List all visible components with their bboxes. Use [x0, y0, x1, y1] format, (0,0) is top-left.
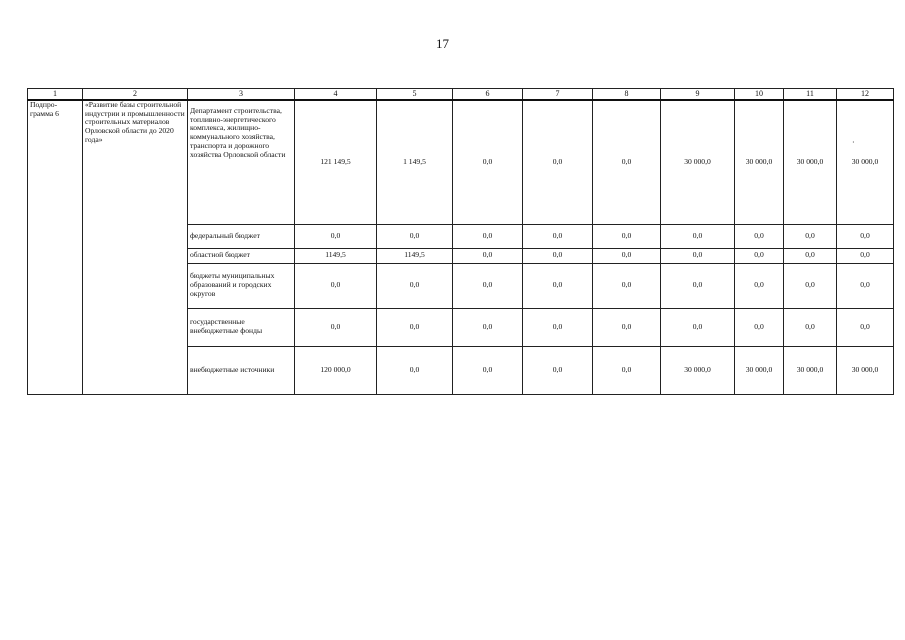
- header-row: [28, 89, 894, 101]
- amount-cell: 0,0: [735, 263, 784, 308]
- column-number-9: 9: [661, 89, 735, 101]
- amount-cell: 0,0: [784, 248, 837, 263]
- amount-cell: 0,0: [593, 308, 661, 346]
- column-number-12: 12: [837, 89, 894, 101]
- amount-cell: 0,0: [784, 263, 837, 308]
- amount-cell: 0,0: [453, 308, 523, 346]
- amount-cell: 0,0: [453, 346, 523, 394]
- amount-cell: 0,0: [453, 263, 523, 308]
- amount-cell: 0,0: [735, 224, 784, 248]
- amount-cell: 0,0: [453, 100, 523, 224]
- amount-cell: 0,0: [784, 224, 837, 248]
- amount-cell: 0,0: [837, 224, 894, 248]
- stray-mark: ·: [852, 138, 855, 147]
- amount-cell: 0,0: [523, 308, 593, 346]
- amount-cell: 1 149,5: [377, 100, 453, 224]
- amount-cell: 0,0: [453, 224, 523, 248]
- amount-cell: 1149,5: [377, 248, 453, 263]
- amount-cell: 30 000,0: [735, 100, 784, 224]
- amount-cell: 30 000,0: [661, 346, 735, 394]
- amount-cell: 30 000,0: [661, 100, 735, 224]
- column-number-3: 3: [188, 89, 295, 101]
- funding-source-label: Департамент строительства, топливно-энергетического комплекса, жилищно-коммунального хозяйства, транспорта и дорожного хозяйства Орловской области: [188, 100, 295, 224]
- funding-source-label: областной бюджет: [188, 248, 295, 263]
- amount-cell: 0,0: [295, 263, 377, 308]
- amount-cell: 0,0: [661, 263, 735, 308]
- amount-cell: 0,0: [295, 308, 377, 346]
- column-number-10: 10: [735, 89, 784, 101]
- column-number-4: 4: [295, 89, 377, 101]
- amount-cell: 30 000,0: [784, 100, 837, 224]
- amount-cell: 0,0: [377, 263, 453, 308]
- table-row: [28, 100, 894, 224]
- amount-cell: 0,0: [593, 248, 661, 263]
- amount-cell: 0,0: [661, 308, 735, 346]
- amount-cell: 0,0: [837, 248, 894, 263]
- amount-cell: 0,0: [735, 308, 784, 346]
- amount-cell: 0,0: [784, 308, 837, 346]
- amount-cell: 0,0: [377, 308, 453, 346]
- subprogram-title: «Развитие базы строительной индустрии и промышленности строительных материалов Орловской области до 2020 года»: [83, 100, 188, 394]
- amount-cell: 0,0: [661, 248, 735, 263]
- amount-cell: 0,0: [377, 346, 453, 394]
- amount-cell: 0,0: [523, 248, 593, 263]
- amount-cell: 1149,5: [295, 248, 377, 263]
- amount-cell: 0,0: [593, 263, 661, 308]
- budget-table: [27, 88, 894, 395]
- column-number-2: 2: [83, 89, 188, 101]
- column-number-8: 8: [593, 89, 661, 101]
- amount-cell: 0,0: [453, 248, 523, 263]
- amount-cell: 0,0: [295, 224, 377, 248]
- funding-source-label: федеральный бюджет: [188, 224, 295, 248]
- amount-cell: 0,0: [523, 224, 593, 248]
- amount-cell: 30 000,0: [784, 346, 837, 394]
- funding-source-label: государственные внебюджетные фонды: [188, 308, 295, 346]
- amount-cell: 0,0: [593, 100, 661, 224]
- amount-cell: 0,0: [593, 346, 661, 394]
- amount-cell: 30 000,0: [735, 346, 784, 394]
- amount-cell: 120 000,0: [295, 346, 377, 394]
- amount-cell: 0,0: [593, 224, 661, 248]
- amount-cell: 0,0: [661, 224, 735, 248]
- column-number-5: 5: [377, 89, 453, 101]
- amount-cell: 30 000,0: [837, 100, 894, 224]
- column-number-7: 7: [523, 89, 593, 101]
- funding-source-label: бюджеты муниципальных образований и городских округов: [188, 263, 295, 308]
- amount-cell: 0,0: [523, 100, 593, 224]
- amount-cell: 0,0: [523, 263, 593, 308]
- amount-cell: 121 149,5: [295, 100, 377, 224]
- column-number-11: 11: [784, 89, 837, 101]
- amount-cell: 30 000,0: [837, 346, 894, 394]
- column-number-6: 6: [453, 89, 523, 101]
- column-number-1: 1: [28, 89, 83, 101]
- amount-cell: 0,0: [837, 263, 894, 308]
- subprogram-number: Подпро-грамма 6: [28, 100, 83, 394]
- amount-cell: 0,0: [377, 224, 453, 248]
- amount-cell: 0,0: [735, 248, 784, 263]
- amount-cell: 0,0: [837, 308, 894, 346]
- amount-cell: 0,0: [523, 346, 593, 394]
- page-number: 17: [436, 36, 449, 51]
- funding-source-label: внебюджетные источники: [188, 346, 295, 394]
